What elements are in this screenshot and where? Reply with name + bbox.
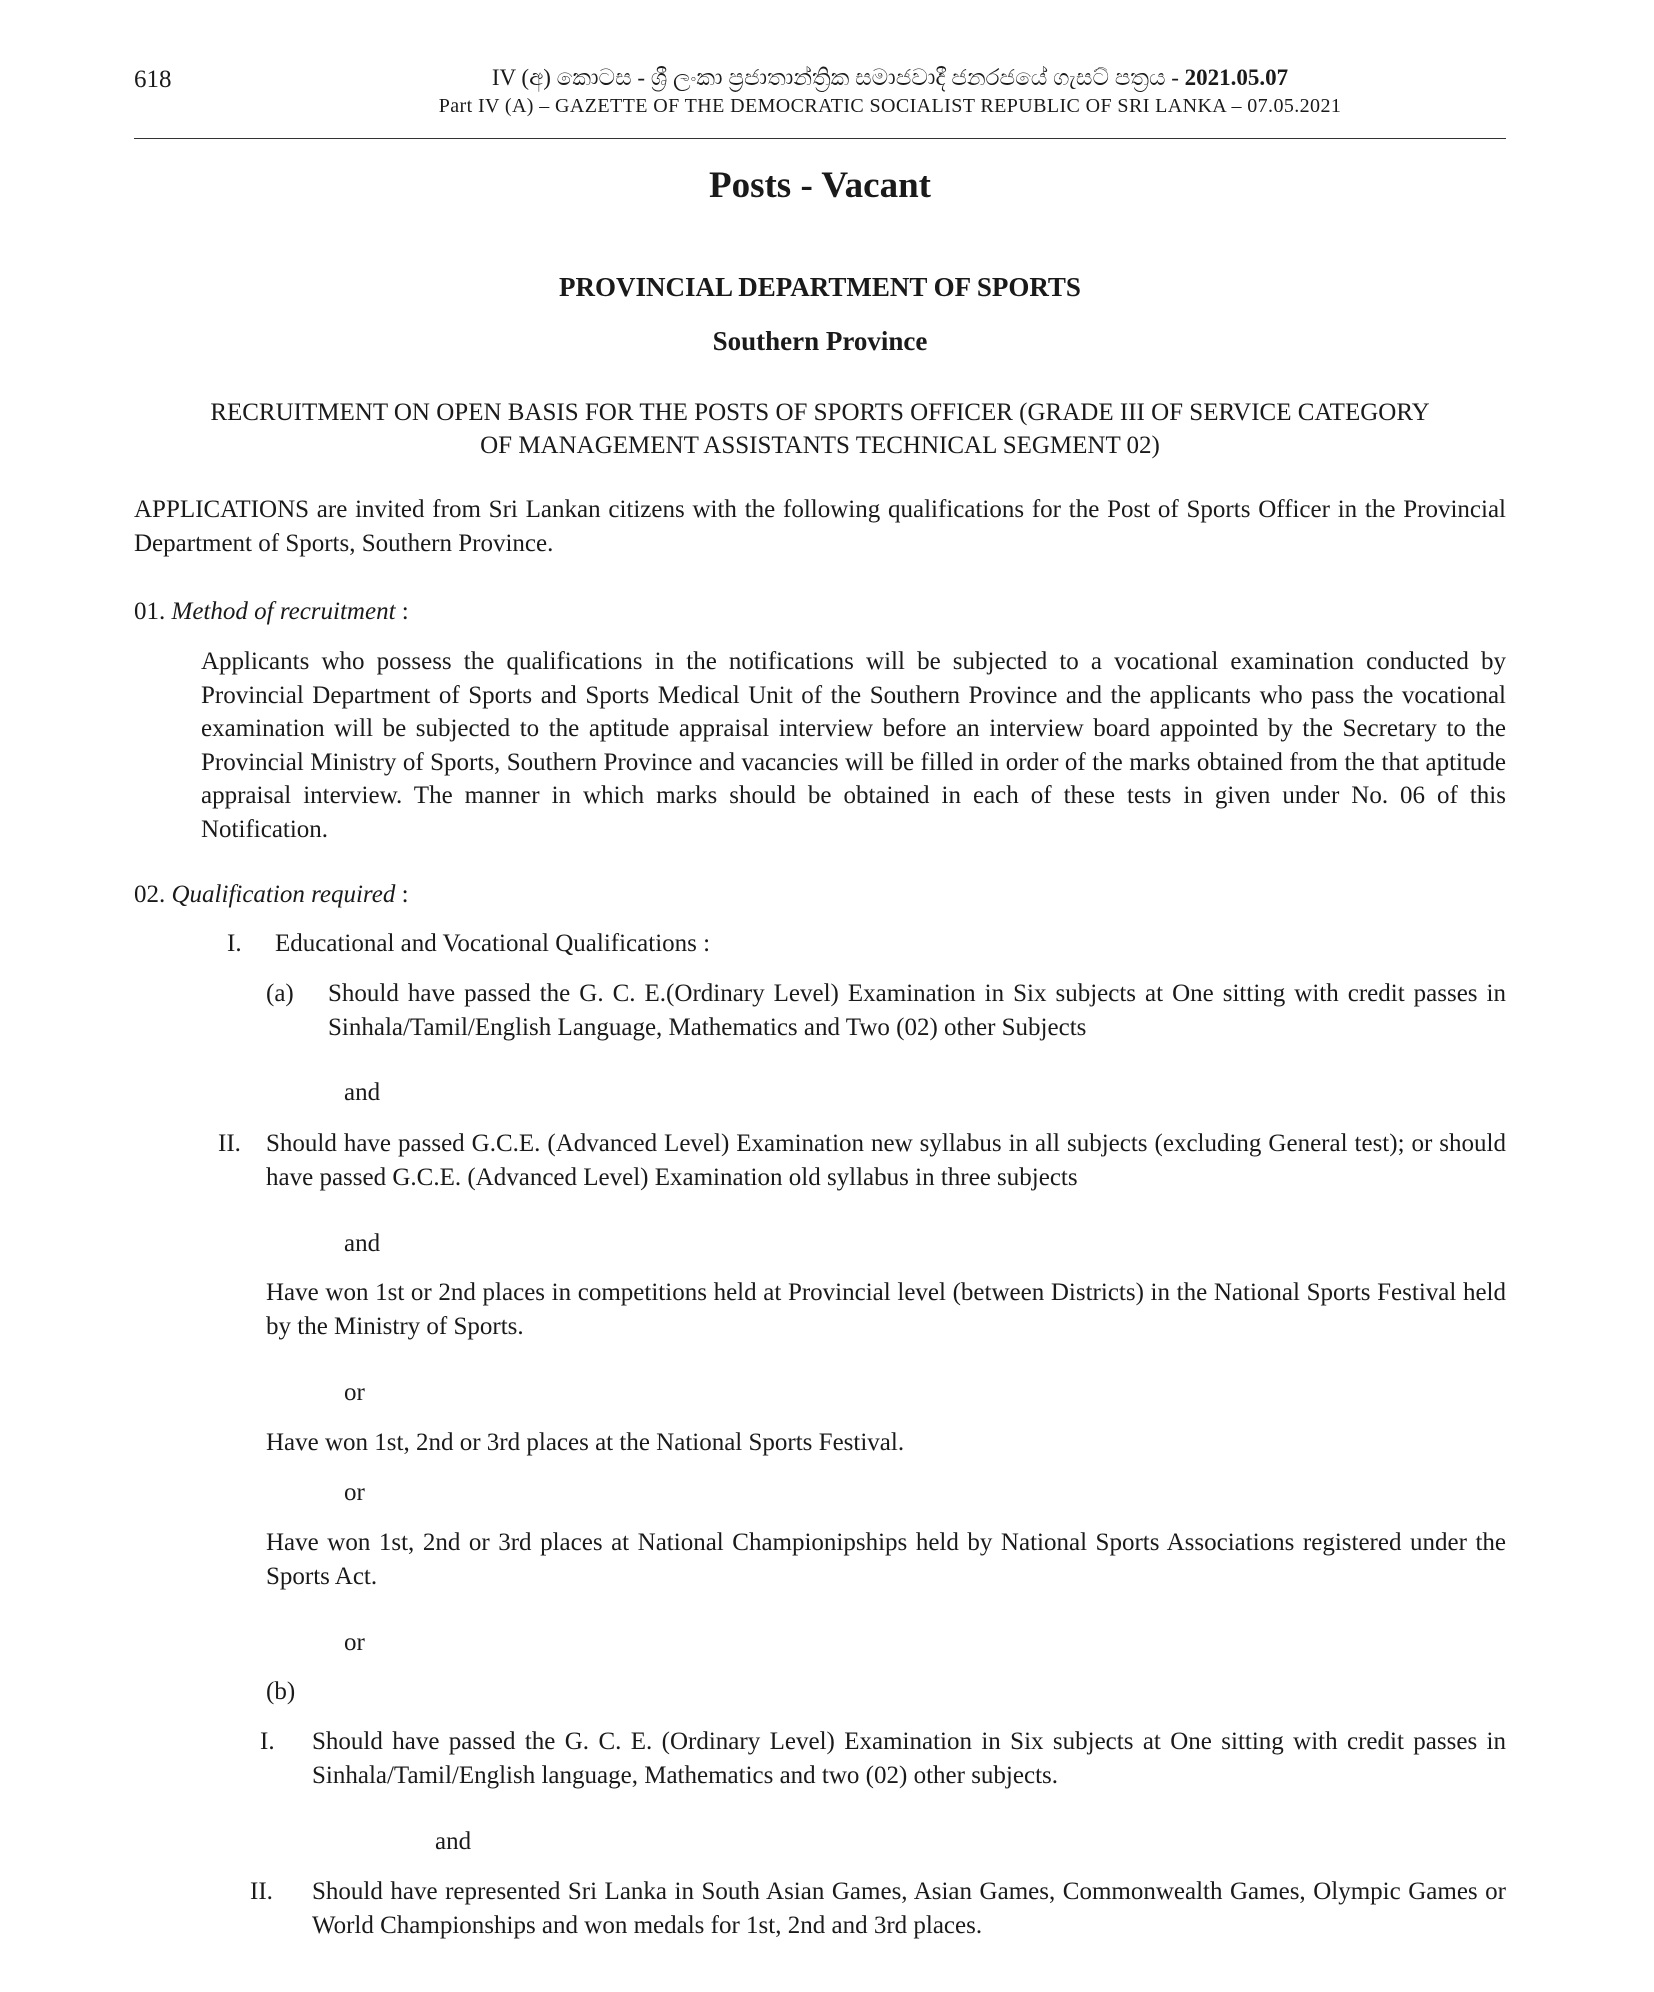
and-connector-1: and	[344, 1079, 381, 1106]
section-1-number: 01.	[134, 598, 166, 625]
section-2-title: Qualification required	[171, 881, 396, 908]
recruitment-heading-line1: RECRUITMENT ON OPEN BASIS FOR THE POSTS OF SPORTS OFFICER (GRADE III OF SERVICE CATEGORY	[210, 399, 1430, 426]
item-b-I-text: Should have passed the G. C. E. (Ordinary Level) Examination in Six subjects at One sitting with credit passes in Sinhala/Tamil/English language, Mathematics and two (02) other subjects.	[312, 1728, 1506, 1789]
item-II-text: Should have passed G.C.E. (Advanced Level) Examination new syllabus in all subjects (excluding General test); or should have passed G.C.E. (Advanced Level) Examination old syllabus in three subjects	[266, 1130, 1506, 1191]
recruitment-heading	[134, 396, 1506, 462]
recruitment-heading-line2: OF MANAGEMENT ASSISTANTS TECHNICAL SEGMENT 02)	[480, 432, 1160, 459]
provincial-level-text: Have won 1st or 2nd places in competitions held at Provincial level (between Districts) in the National Sports Festival held by the Ministry of Sports.	[266, 1279, 1506, 1340]
section-1-heading	[134, 595, 409, 629]
national-festival-text: Have won 1st, 2nd or 3rd places at the National Sports Festival.	[266, 1429, 905, 1456]
page-header	[134, 60, 1506, 120]
item-b-number: (b)	[266, 1678, 296, 1705]
item-a-text: Should have passed the G. C. E.(Ordinary Level) Examination in Six subjects at One sitting with credit passes in Sinhala/Tamil/English Language, Mathematics and Two (02) other Subjects	[328, 980, 1506, 1041]
section-2-colon: :	[395, 881, 409, 908]
department-heading: PROVINCIAL DEPARTMENT OF SPORTS	[559, 272, 1081, 302]
item-b-I-number: I.	[260, 1728, 275, 1755]
item-b-II-number: II.	[250, 1878, 273, 1905]
header-sinhala-text: IV (අ) කොටස - ශ්‍රී ලංකා ප්‍රජාතාන්ත්‍රික සමාජවාදී ජනරජයේ ගැසට් පත්‍රය -	[491, 65, 1185, 90]
item-b-II-text: Should have represented Sri Lanka in South Asian Games, Asian Games, Commonwealth Games, Olympic Games or World Championships and won medals for 1st, 2nd and 3rd places.	[312, 1878, 1506, 1939]
or-connector-1: or	[344, 1379, 365, 1406]
header-sinhala-line	[274, 62, 1506, 94]
page-title: Posts - Vacant	[708, 165, 932, 206]
item-I-number: I.	[227, 930, 242, 957]
section-1-body: Applicants who possess the qualifications in the notifications will be subjected to a vocational examination conducted by Provincial Department of Sports and Sports Medical Unit of the Southern Province and the applicants who pass the vocational examination will be subjected to the aptitude appraisal interview before an interview board appointed by the Secretary to the Provincial Ministry of Sports, Southern Province and vacancies will be filled in order of the marks obtained from the that aptitude appraisal interview. The manner in which marks should be obtained in each of these tests in given under No. 06 of this Notification.	[201, 648, 1506, 843]
intro-paragraph: APPLICATIONS are invited from Sri Lankan citizens with the following qualifications for the Post of Sports Officer in the Provincial Department of Sports, Southern Province.	[134, 496, 1506, 557]
section-1-title: Method of recruitment	[171, 598, 396, 625]
header-divider	[134, 138, 1506, 139]
section-2-heading	[134, 878, 409, 912]
header-date: 2021.05.07	[1184, 65, 1289, 90]
section-1-colon: :	[395, 598, 409, 625]
province-heading: Southern Province	[712, 326, 928, 356]
page-number: 618	[134, 66, 172, 93]
item-a-number: (a)	[266, 980, 294, 1007]
or-connector-2: or	[344, 1479, 365, 1506]
item-II-number: II.	[218, 1130, 241, 1157]
section-2-number: 02.	[134, 881, 166, 908]
header-english-line: Part IV (A) – GAZETTE OF THE DEMOCRATIC SOCIALIST REPUBLIC OF SRI LANKA – 07.05.2021	[438, 95, 1342, 117]
and-connector-3: and	[435, 1828, 472, 1855]
gazette-page	[134, 60, 1506, 1939]
national-championships-text: Have won 1st, 2nd or 3rd places at National Championipships held by National Sports Associations registered under the Sports Act.	[266, 1529, 1506, 1590]
and-connector-2: and	[344, 1230, 381, 1257]
item-I-text: Educational and Vocational Qualifications :	[275, 930, 711, 957]
header-lines	[134, 62, 1506, 118]
or-connector-3: or	[344, 1629, 365, 1656]
